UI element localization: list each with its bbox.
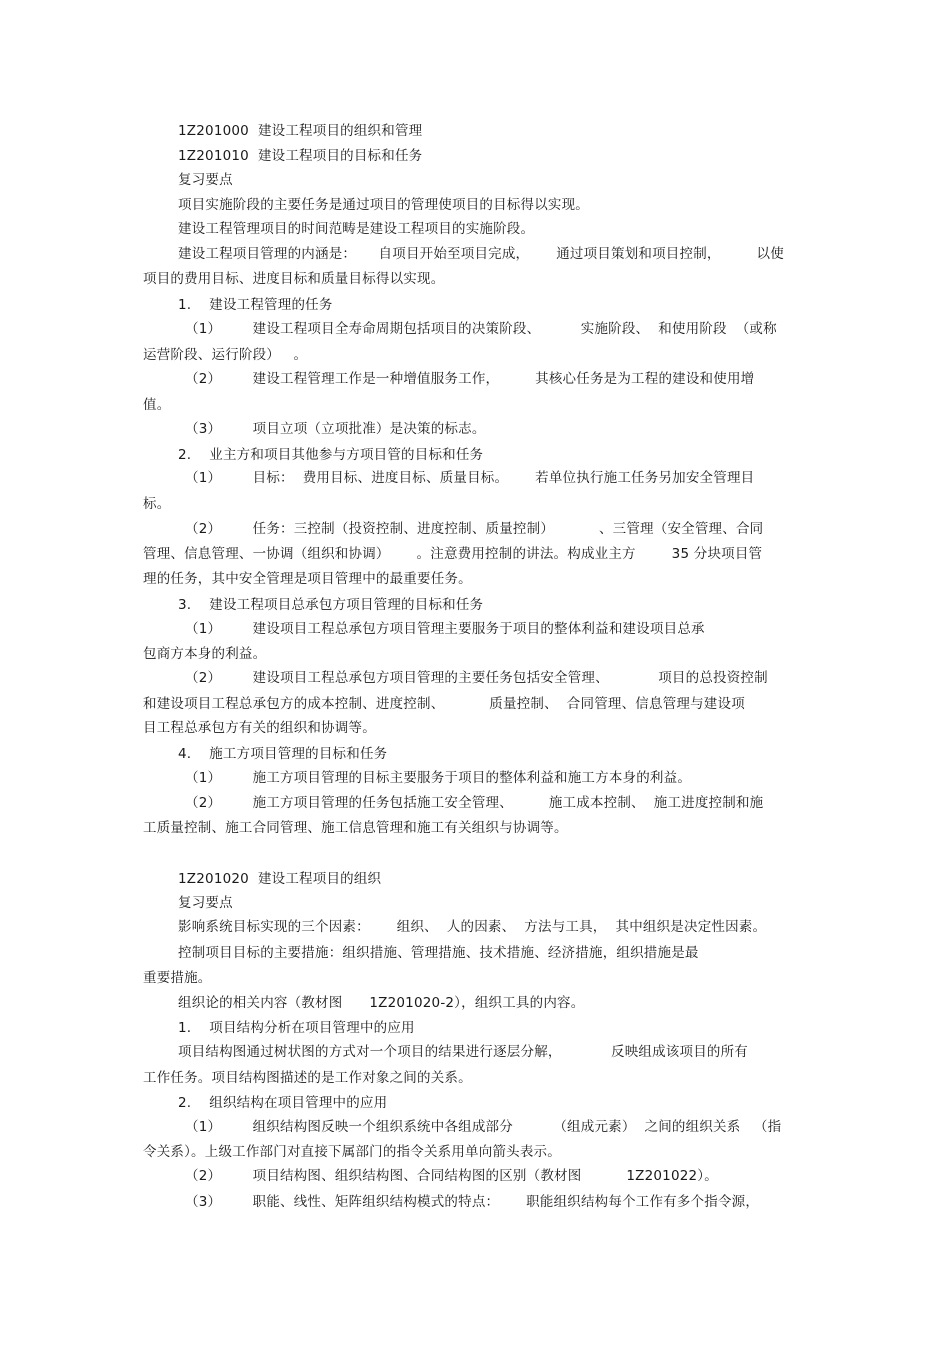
list-item: （1） 施工方项目管理的目标主要服务于项目的整体利益和施工方本身的利益。 [185, 770, 692, 786]
list-heading: 2. 业主方和项目其他参与方项目管的目标和任务 [178, 447, 484, 463]
paragraph-line: 管理、信息管理、一协调（组织和协调） 。注意费用控制的讲法。构成业主方 35 分块项目管 [143, 546, 763, 562]
paragraph-line: 理的任务，其中安全管理是项目管理中的最重要任务。 [143, 571, 472, 587]
paragraph-line: 组织论的相关内容（教材图 1Z201020-2），组织工具的内容。 [178, 995, 585, 1011]
paragraph-line: 建设工程管理项目的时间范畴是建设工程项目的实施阶段。 [178, 221, 535, 237]
paragraph-line: 重要措施。 [143, 970, 212, 986]
review-points-label: 复习要点 [178, 172, 233, 188]
list-heading: 3. 建设工程项目总承包方项目管理的目标和任务 [178, 597, 484, 613]
list-heading: 1. 项目结构分析在项目管理中的应用 [178, 1020, 415, 1036]
paragraph-line: 目工程总承包方有关的组织和协调等。 [143, 720, 376, 736]
list-item: （2） 建设项目工程总承包方项目管理的主要任务包括安全管理、 项目的总投资控制 [185, 670, 768, 686]
list-item: （2） 建设工程管理工作是一种增值服务工作， 其核心任务是为工程的建设和使用增 [185, 371, 755, 387]
subsection-heading: 1Z201010 建设工程项目的目标和任务 [178, 148, 423, 164]
list-item: （1） 目标： 费用目标、进度目标、质量目标。 若单位执行施工任务另加安全管理目 [185, 470, 755, 486]
paragraph-line: 建设工程项目管理的内涵是： 自项目开始至项目完成， 通过项目策划和项目控制， 以使 [178, 246, 784, 262]
subsection-heading: 1Z201020 建设工程项目的组织 [178, 871, 382, 887]
paragraph-line: 令关系）。上级工作部门对直接下属部门的指令关系用单向箭头表示。 [143, 1144, 561, 1160]
list-item: （3） 职能、线性、矩阵组织结构模式的特点： 职能组织结构每个工作有多个指令源， [185, 1194, 760, 1210]
paragraph-line: 和建设项目工程总承包方的成本控制、进度控制、 质量控制、 合同管理、信息管理与建设项 [143, 696, 745, 712]
list-item: （3） 项目立项（立项批准）是决策的标志。 [185, 421, 486, 437]
paragraph-line: 控制项目目标的主要措施：组织措施、管理措施、技术措施、经济措施，组织措施是最 [178, 945, 699, 961]
paragraph-line: 工质量控制、施工合同管理、施工信息管理和施工有关组织与协调等。 [143, 820, 568, 836]
list-item: （1） 建设项目工程总承包方项目管理主要服务于项目的整体利益和建设项目总承 [185, 621, 705, 637]
paragraph-line: 影响系统目标实现的三个因素： 组织、 人的因素、 方法与工具， 其中组织是决定性因素。 [178, 919, 767, 935]
list-item: （1） 组织结构图反映一个组织系统中各组成部分 （组成元素） 之间的组织关系 （指 [185, 1119, 782, 1135]
list-heading: 2. 组织结构在项目管理中的应用 [178, 1095, 388, 1111]
list-item: （2） 施工方项目管理的任务包括施工安全管理、 施工成本控制、 施工进度控制和施 [185, 795, 764, 811]
list-item: （2） 项目结构图、组织结构图、合同结构图的区别（教材图 1Z201022）。 [185, 1168, 718, 1184]
paragraph-line: 包商方本身的利益。 [143, 646, 267, 662]
paragraph-line: 工作任务。项目结构图描述的是工作对象之间的关系。 [143, 1070, 472, 1086]
list-heading: 4. 施工方项目管理的目标和任务 [178, 746, 388, 762]
list-item: （2） 任务：三控制（投资控制、进度控制、质量控制） 、三管理（安全管理、合同 [185, 521, 764, 537]
paragraph-line: 运营阶段、运行阶段） 。 [143, 347, 308, 363]
paragraph-line: 标。 [143, 496, 171, 512]
review-points-label: 复习要点 [178, 895, 233, 911]
paragraph-line: 项目实施阶段的主要任务是通过项目的管理使项目的目标得以实现。 [178, 197, 589, 213]
paragraph-line: 项目结构图通过树状图的方式对一个项目的结果进行逐层分解， 反映组成该项目的所有 [178, 1044, 749, 1060]
paragraph-line: 项目的费用目标、进度目标和质量目标得以实现。 [143, 271, 445, 287]
section-heading: 1Z201000 建设工程项目的组织和管理 [178, 123, 423, 139]
list-item: （1） 建设工程项目全寿命周期包括项目的决策阶段、 实施阶段、 和使用阶段 （或称 [185, 321, 777, 337]
paragraph-line: 值。 [143, 397, 171, 413]
list-heading: 1. 建设工程管理的任务 [178, 297, 333, 313]
